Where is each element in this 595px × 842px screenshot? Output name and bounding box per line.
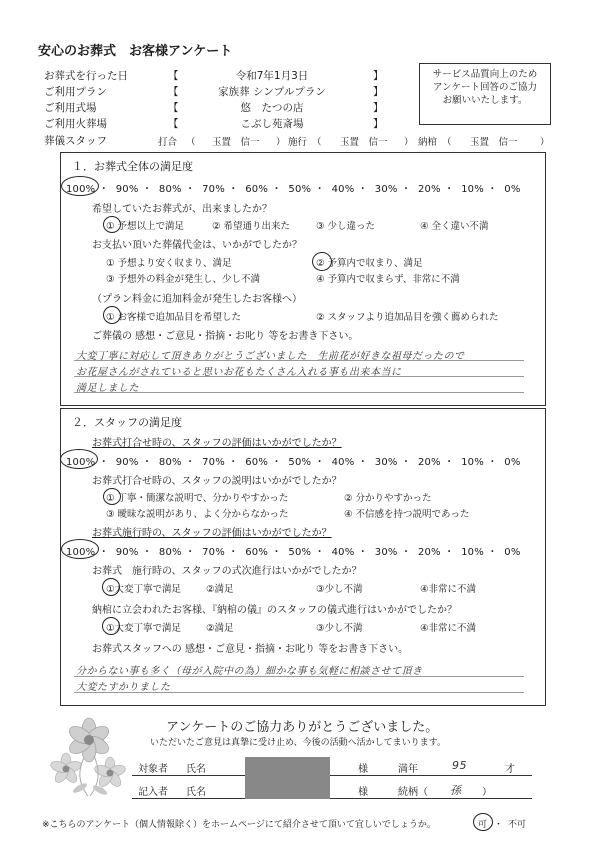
scale-50[interactable]: 50% — [288, 184, 312, 195]
s1-comment-prompt: ご葬儀の 感想・ご意見・指摘・お叱り 等をお書き下さい。 — [92, 331, 359, 342]
scale-50[interactable]: 50% — [288, 547, 312, 558]
comment-rule — [74, 392, 524, 393]
footer-rule — [132, 798, 532, 799]
s2-q1: お葬式打合せ時の、スタッフの評価はいかがでしたか？ — [92, 438, 342, 449]
venue-value: 悠 たつの店 — [240, 102, 304, 114]
date-value: 令和7年1月3日 — [235, 70, 309, 82]
s2-q4-opt2[interactable]: ②満足 — [206, 584, 234, 595]
footer-rule — [132, 775, 532, 776]
venue-label: ご利用式場 — [44, 102, 97, 114]
s2-q4: お葬式 施行時の、スタッフの式次進行はいかがでしたか？ — [92, 566, 362, 577]
scale-80[interactable]: 80% — [158, 457, 182, 468]
s1-q2: お支払い頂いた葬儀代金は、いかがでしたか？ — [92, 240, 302, 251]
rating-scale: 100% ・ 90% ・ 80% ・ 70% ・ 60% ・ 50% ・ 40% ・ 30% ・ 20% ・ 10% ・ 0% — [66, 547, 521, 558]
selection-circle — [102, 617, 120, 635]
paren-close: ） — [276, 137, 286, 148]
s2-q5-opt2[interactable]: ②満足 — [206, 623, 234, 634]
scale-80[interactable]: 80% — [158, 547, 182, 558]
bracket-close: 】 — [373, 102, 384, 114]
scale-100[interactable]: 100% — [66, 184, 96, 195]
bracket-open: 【 — [168, 102, 179, 114]
s1-comment-line1: 大変丁寧に対応して頂きありがとうございました 生前花が好きな祖母だったので — [76, 351, 465, 362]
selection-circle — [103, 216, 121, 233]
redacted-name-block — [245, 757, 330, 799]
bracket-close: 】 — [373, 70, 384, 82]
flower-illustration-icon — [44, 708, 134, 800]
scale-40[interactable]: 40% — [331, 547, 355, 558]
selection-circle — [102, 578, 120, 596]
writer-honorific: 様 — [358, 787, 368, 798]
staff-role-encoffin: 納棺 — [418, 137, 438, 148]
s2-q2: お葬式打合せ時の、スタッフの説明はいかがでしたか？ — [92, 476, 342, 487]
s2-comment-line2: 大変たすかりました — [76, 682, 171, 693]
scale-50[interactable]: 50% — [288, 457, 312, 468]
staff-role-meeting: 打合 — [158, 137, 178, 148]
plan-label: ご利用プラン — [44, 86, 107, 98]
s2-q5-opt1[interactable]: ①大変丁寧で満足 — [106, 623, 182, 634]
notice-line: アンケート回答のご協力 — [433, 82, 537, 93]
permission-separator: ・ — [494, 820, 504, 830]
scale-90[interactable]: 90% — [115, 547, 139, 558]
s2-q2-opt1[interactable]: ① 丁寧・簡潔な説明で、分かりやすかった — [106, 493, 289, 504]
scale-20[interactable]: 20% — [417, 184, 441, 195]
age-value: 95 — [452, 759, 467, 772]
scale-10[interactable]: 10% — [461, 547, 484, 558]
age-prefix: 満年 — [398, 764, 418, 775]
s1-q1-opt3[interactable]: ③ 少し違った — [316, 221, 376, 232]
scale-40[interactable]: 40% — [331, 457, 355, 468]
s1-q2-opt2[interactable]: ② 予算内で収まり、満足 — [316, 258, 423, 269]
s1-q2-opt1[interactable]: ① 予想より安く収まり、満足 — [106, 258, 232, 269]
paren-open: （ — [312, 137, 322, 148]
staff-name-meeting: 玉置 信一 — [212, 137, 260, 148]
scale-100[interactable]: 100% — [66, 547, 96, 558]
selection-circle — [61, 539, 99, 559]
scale-10[interactable]: 10% — [461, 457, 484, 468]
date-label: お葬式を行った日 — [44, 70, 128, 82]
s2-q2-opt3[interactable]: ③ 曖昧な説明があり、よく分からなかった — [106, 509, 289, 520]
scale-0[interactable]: 0% — [504, 547, 521, 558]
staff-name-encoffin: 玉置 信一 — [470, 137, 518, 148]
s1-q2-opt4[interactable]: ④ 予算内で収まらず、非常に不満 — [316, 274, 460, 285]
s2-q4-opt1[interactable]: ①大変丁寧で満足 — [106, 584, 182, 595]
s1-q1: 希望していたお葬式が、出来ましたか？ — [92, 204, 272, 215]
s1-q3-opt1[interactable]: ① お客様で追加品目を希望した — [106, 312, 242, 323]
scale-10[interactable]: 10% — [461, 184, 484, 195]
bracket-open: 【 — [168, 70, 179, 82]
scale-60[interactable]: 60% — [245, 184, 269, 195]
permission-yes[interactable]: 可 — [478, 820, 488, 830]
s1-q3-opt2[interactable]: ② スタッフより追加品目を強く薦められた — [316, 312, 499, 323]
permission-no[interactable]: 不可 — [508, 820, 527, 830]
s2-q3: お葬式施行時の、スタッフの評価はいかがでしたか？ — [92, 528, 332, 539]
bracket-close: 】 — [373, 118, 384, 130]
s1-comment-line2: お花屋さんがされていると思いお花もたくさん入れる事も出来本当に — [76, 367, 402, 378]
s2-q5-opt4[interactable]: ④非常に不満 — [420, 623, 477, 634]
s1-q1-opt2[interactable]: ② 希望通り出来た — [212, 221, 291, 232]
s2-q2-opt4[interactable]: ④ 不信感を持つ説明であった — [344, 509, 470, 520]
survey-title: 安心のお葬式 お客様アンケート — [38, 44, 233, 59]
staff-label: 葬儀スタッフ — [44, 135, 107, 147]
scale-90[interactable]: 90% — [115, 184, 139, 195]
relation-value: 孫 — [450, 784, 462, 797]
selection-circle — [473, 813, 493, 831]
scale-20[interactable]: 20% — [417, 547, 441, 558]
bracket-open: 【 — [168, 118, 179, 130]
plan-value: 家族葬 シンプルプラン — [218, 86, 326, 98]
scale-80[interactable]: 80% — [158, 184, 182, 195]
bracket-open: 【 — [168, 86, 179, 98]
scale-70[interactable]: 70% — [202, 547, 225, 558]
selection-circle — [103, 306, 121, 324]
section1-title: １．お葬式全体の満足度 — [72, 160, 193, 173]
scale-30[interactable]: 30% — [374, 457, 398, 468]
publish-permission-note: ※こちらのアンケート（個人情報除く）をホームページにて紹介させて頂いて宜しいでしょうか。 — [42, 820, 436, 830]
s2-comment-line1: 分からない事も多く（母が入院中の為）細かな事も気軽に相談させて頂き — [76, 666, 423, 677]
s2-comment-prompt: お葬式スタッフへの 感想・ご意見・指摘・お叱り 等をお書き下さい。 — [92, 644, 409, 655]
s1-q1-opt4[interactable]: ④ 全く違い不満 — [420, 221, 489, 232]
selection-circle — [61, 176, 99, 196]
paren-close: ） — [404, 137, 414, 148]
notice-box — [419, 63, 551, 125]
scale-30[interactable]: 30% — [374, 547, 398, 558]
s2-q4-opt4[interactable]: ④非常に不満 — [420, 584, 477, 595]
staff-role-service: 施行 — [288, 137, 308, 148]
s2-q4-opt3[interactable]: ③少し不満 — [316, 584, 363, 595]
notice-line: お願いいたします。 — [442, 95, 528, 106]
scale-90[interactable]: 90% — [115, 457, 139, 468]
scale-60[interactable]: 60% — [245, 457, 269, 468]
s2-q2-opt2[interactable]: ② 分かりやすかった — [344, 493, 432, 504]
relation-suffix: ） — [482, 787, 492, 798]
writer-label: 記入者 — [138, 787, 168, 798]
scale-0[interactable]: 0% — [504, 184, 521, 195]
s2-q5-opt3[interactable]: ③少し不満 — [316, 623, 363, 634]
scale-30[interactable]: 30% — [374, 184, 398, 195]
selection-circle — [60, 449, 98, 469]
scale-40[interactable]: 40% — [331, 184, 355, 195]
selection-circle — [312, 252, 332, 271]
crematorium-value: こぶし苑斎場 — [240, 118, 304, 130]
scale-70[interactable]: 70% — [202, 457, 225, 468]
s1-q1-opt1[interactable]: ① 予想以上で満足 — [106, 221, 185, 232]
scale-70[interactable]: 70% — [202, 184, 225, 195]
subject-label: 対象者 — [138, 764, 168, 775]
notice-line: サービス品質向上のため — [432, 69, 538, 80]
section2-title: ２．スタッフの満足度 — [72, 416, 182, 429]
s1-q2-opt3[interactable]: ③ 予想外の料金が発生し、少し不満 — [106, 274, 261, 285]
staff-name-service: 玉置 信一 — [340, 137, 388, 148]
s1-comment-line3: 満足しました — [76, 383, 139, 394]
rating-scale: 100% ・ 90% ・ 80% ・ 70% ・ 60% ・ 50% ・ 40% ・ 30% ・ 20% ・ 10% ・ 0% — [66, 457, 521, 468]
paren-close: ） — [540, 137, 550, 148]
writer-name-label: 氏名 — [186, 787, 206, 798]
subject-name-label: 氏名 — [186, 764, 206, 775]
scale-0[interactable]: 0% — [504, 457, 521, 468]
thanks-message: アンケートのご協力ありがとうございました。 — [166, 720, 439, 735]
rating-scale: 100% ・ 90% ・ 80% ・ 70% ・ 60% ・ 50% ・ 40% ・ 30% ・ 20% ・ 10% ・ 0% — [66, 184, 521, 195]
scale-60[interactable]: 60% — [245, 547, 269, 558]
relation-prefix: 続柄（ — [398, 787, 428, 798]
bracket-close: 】 — [373, 86, 384, 98]
age-suffix: 才 — [505, 764, 515, 775]
crematorium-label: ご利用火葬場 — [44, 118, 107, 130]
thanks-submessage: いただいたご意見は真摯に受け止め、今後の活動へ活かしてまいります。 — [150, 738, 446, 748]
selection-circle — [103, 488, 121, 505]
subject-honorific: 様 — [358, 764, 368, 775]
scale-20[interactable]: 20% — [417, 457, 441, 468]
scale-100[interactable]: 100% — [66, 457, 96, 468]
s2-q5: 納棺に立会われたお客様、『納棺の儀』のスタッフの儀式進行はいかがでしたか？ — [92, 605, 457, 616]
paren-open: （ — [442, 137, 452, 148]
paren-open: （ — [186, 137, 196, 148]
s1-q3: （プラン料金に追加料金が発生したお客様へ） — [92, 294, 302, 305]
